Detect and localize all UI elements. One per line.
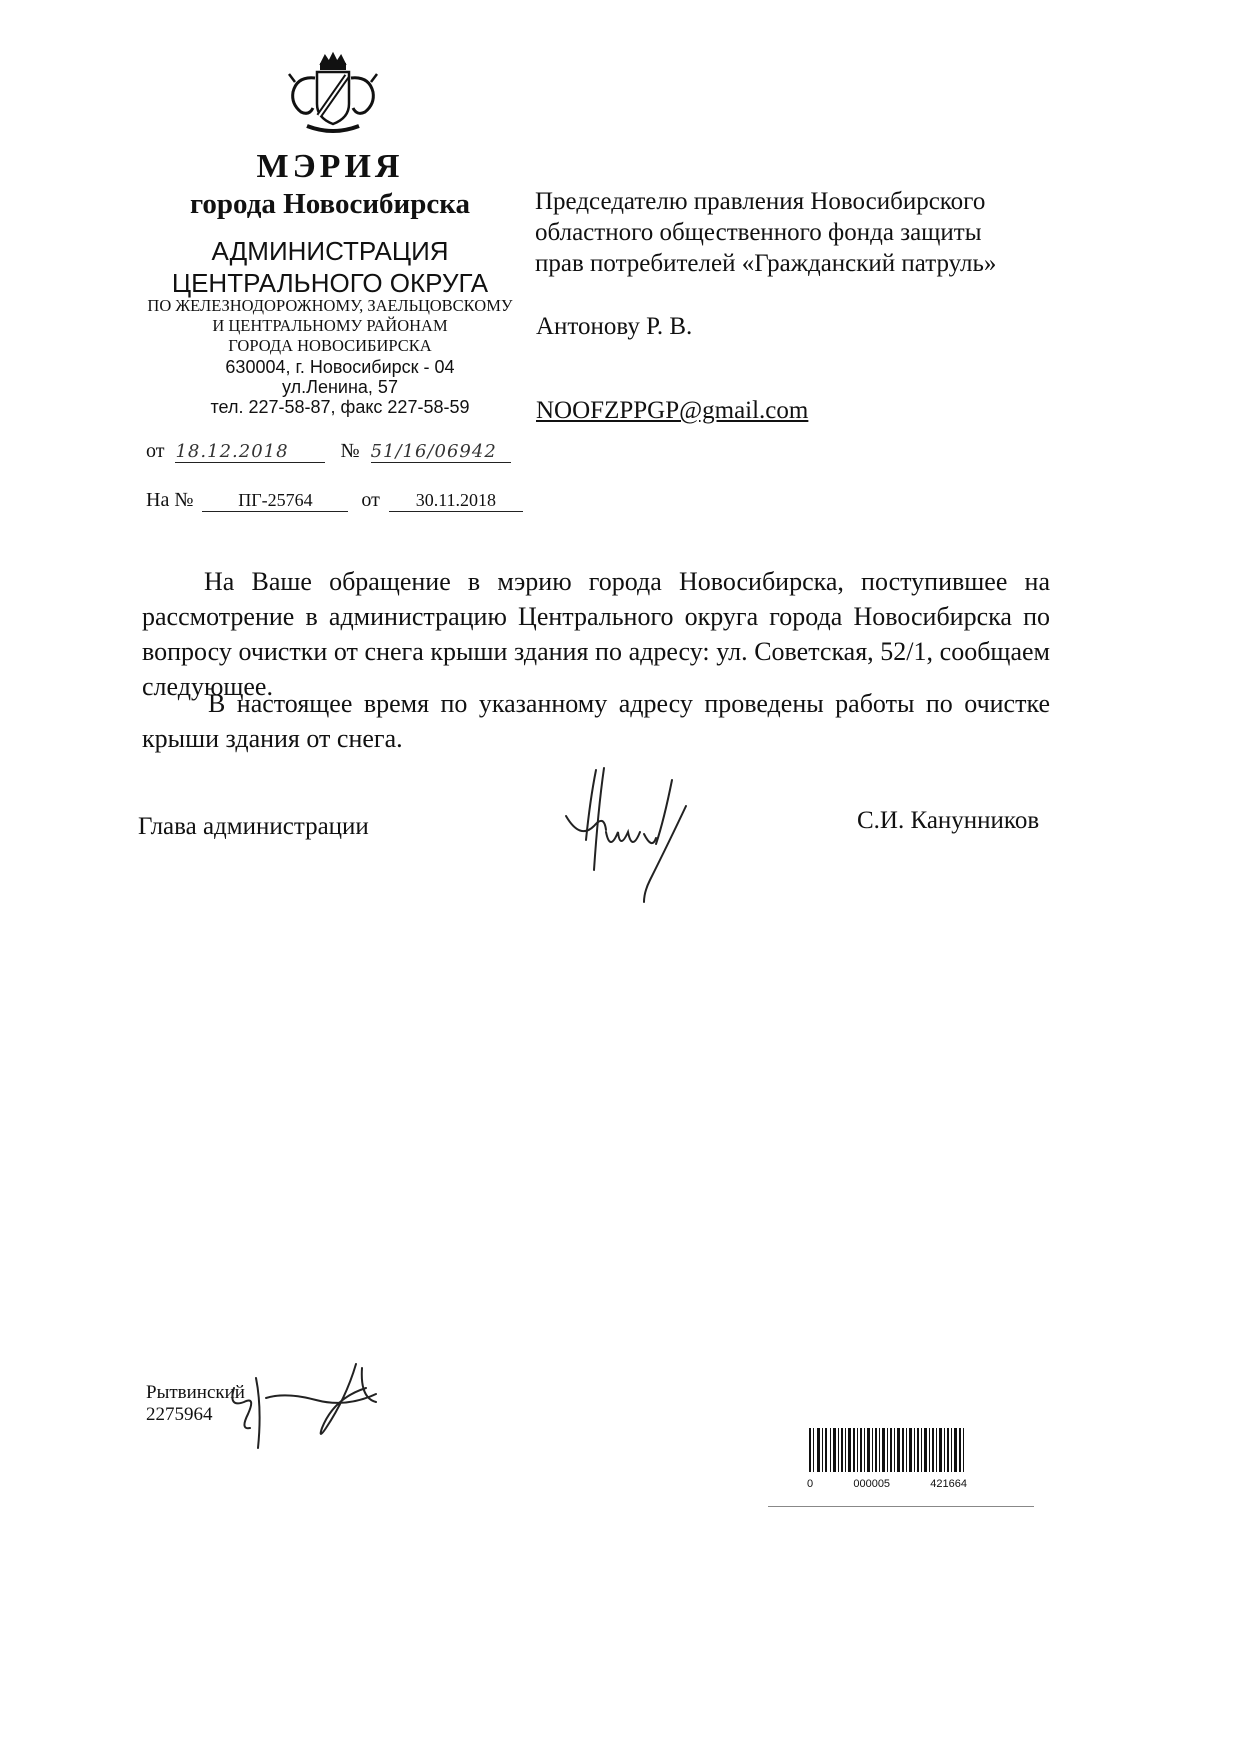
registration-date-row <box>146 440 511 463</box>
barcode-digits-left: 0 <box>807 1478 814 1490</box>
recipient-line-3: прав потребителей «Гражданский патруль» <box>535 250 997 277</box>
districts-line-2: И ЦЕНТРАЛЬНОМУ РАЙОНАМ <box>212 316 448 335</box>
body-paragraph-1: На Ваше обращение в мэрию города Новосибирска, поступившее на рассмотрение в администрацию Центрального округа города Новосибирска по вопросу очистки от снега крыши здания по адресу: ул. Советская, 52/1, сообщаем следующее. <box>142 567 1050 701</box>
districts-line-3: ГОРОДА НОВОСИБИРСКА <box>228 336 432 355</box>
outgoing-number: 51/16/06942 <box>371 441 511 463</box>
outgoing-date: 18.12.2018 <box>175 441 325 463</box>
executor-name: Рытвинский <box>146 1382 245 1403</box>
reply-date: 30.11.2018 <box>389 490 523 512</box>
recipient-name: Антонову Р. В. <box>536 313 693 340</box>
bottom-rule <box>768 1506 1034 1507</box>
phone-fax-line: тел. 227-58-87, факс 227-58-59 <box>210 397 470 417</box>
reply-date-label: от <box>361 489 380 511</box>
recipient-block <box>535 186 996 279</box>
body-paragraph-2: В настоящее время по указанному адресу проведены работы по очистке крыши здания от снега. <box>142 689 1050 753</box>
recipient-line-2: областного общественного фонда защиты <box>535 219 982 246</box>
org-title: МЭРИЯ <box>256 148 404 185</box>
reply-number: ПГ-25764 <box>202 490 348 512</box>
barcode-digits-right: 421664 <box>930 1478 967 1490</box>
org-city: города Новосибирска <box>189 188 471 220</box>
address-line-2: ул.Ленина, 57 <box>282 377 398 397</box>
admin-line-1: АДМИНИСТРАЦИЯ <box>211 236 449 266</box>
number-label: № <box>340 440 360 462</box>
executor-phone: 2275964 <box>146 1404 213 1425</box>
signatory-position: Глава администрации <box>138 813 369 840</box>
barcode-digits-mid: 000005 <box>853 1478 891 1490</box>
address-line-1: 630004, г. Новосибирск - 04 <box>225 357 455 377</box>
coat-of-arms-icon <box>283 52 383 134</box>
recipient-email[interactable]: NOOFZPPGP@gmail.com <box>536 397 809 424</box>
signature-icon <box>560 760 700 910</box>
executor-initials-icon <box>226 1358 406 1458</box>
admin-line-2: ЦЕНТРАЛЬНОГО ОКРУГА <box>171 268 489 298</box>
barcode-digits <box>807 1478 967 1490</box>
from-label: от <box>146 440 165 462</box>
reply-label: На № <box>146 489 194 511</box>
recipient-line-1: Председателю правления Новосибирского <box>535 188 986 215</box>
signatory-name: С.И. Канунников <box>857 807 1040 834</box>
districts-line-1: ПО ЖЕЛЕЗНОДОРОЖНОМУ, ЗАЕЛЬЦОВСКОМУ <box>147 296 513 315</box>
barcode <box>807 1428 967 1488</box>
reply-reference-row <box>146 489 523 512</box>
